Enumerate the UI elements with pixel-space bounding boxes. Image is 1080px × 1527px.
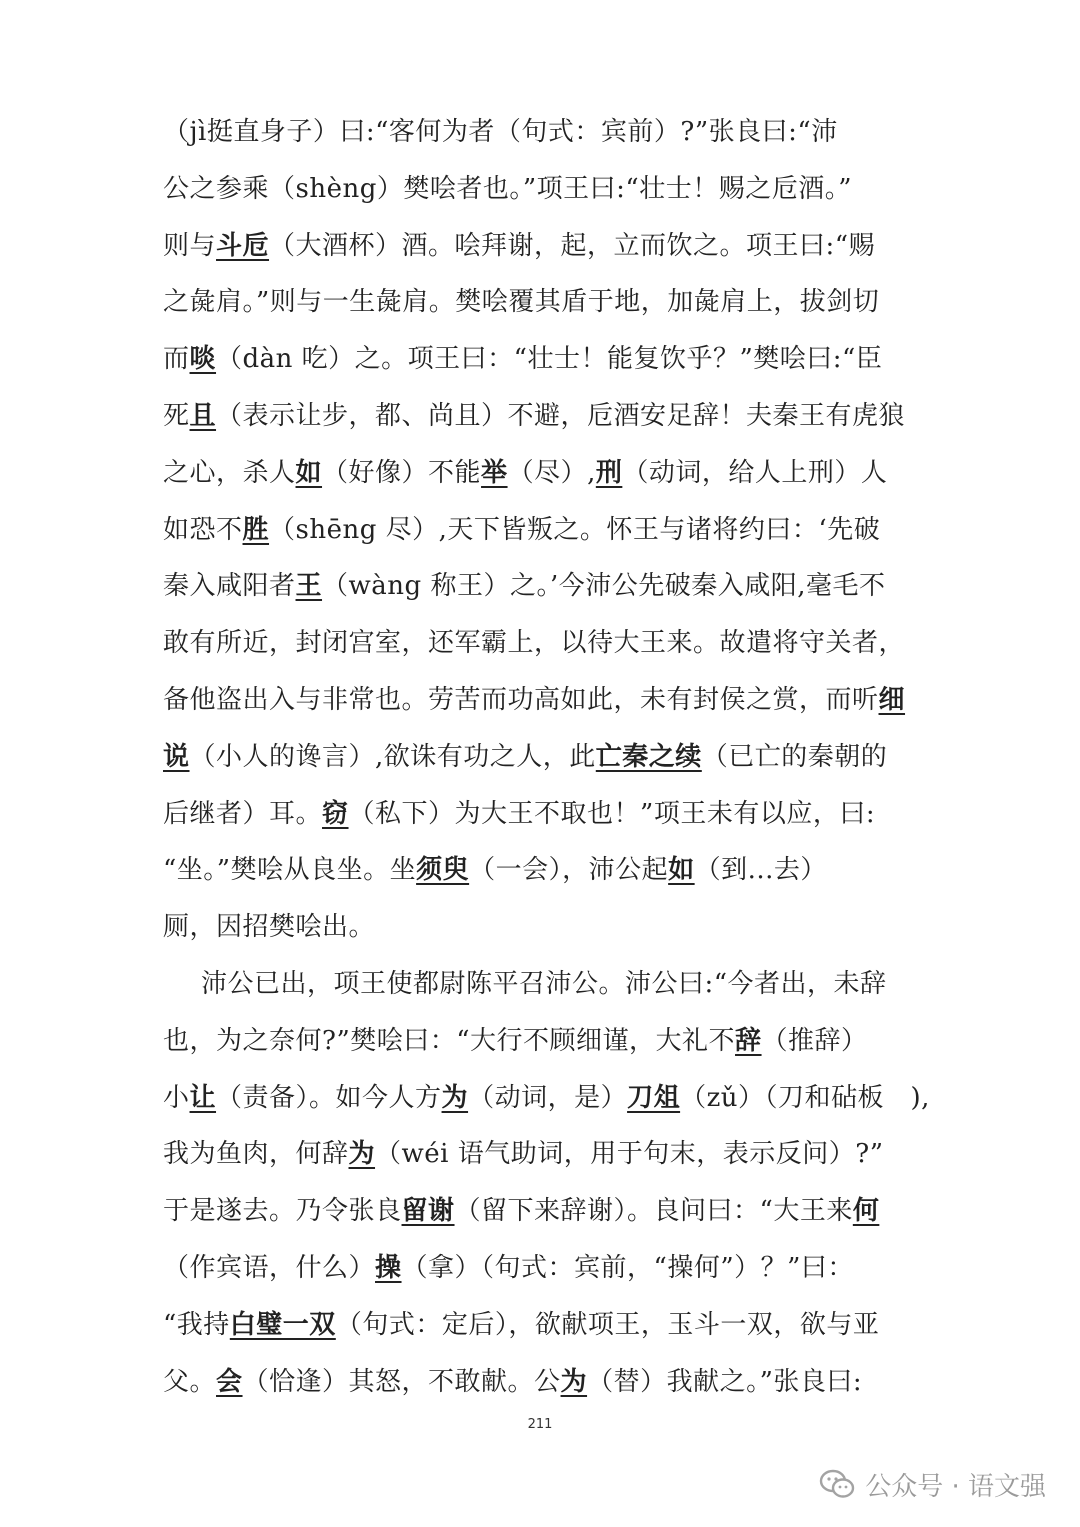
text-segment: （shēng 尽）,天下皆叛之。怀王与诸将约曰：‘先破 bbox=[269, 514, 881, 545]
page-number: 211 bbox=[527, 1417, 553, 1432]
text-line bbox=[163, 218, 923, 275]
text-segment: （小人的谗言）,欲诛有功之人，此 bbox=[189, 741, 596, 772]
annotated-term: 窃 bbox=[322, 798, 349, 829]
text-line bbox=[163, 388, 923, 445]
annotated-term: 让 bbox=[189, 1082, 217, 1113]
text-segment: （作宾语，什么） bbox=[163, 1252, 376, 1283]
text-segment: （责备）。如今人方 bbox=[216, 1082, 442, 1113]
text-segment: 于是遂去。乃令张良 bbox=[163, 1196, 402, 1227]
text-segment: （推辞） bbox=[761, 1025, 868, 1056]
text-line bbox=[163, 1240, 923, 1297]
text-segment: 死 bbox=[163, 400, 190, 431]
text-segment: （尽）, bbox=[507, 457, 596, 488]
text-segment: （好像）不能 bbox=[322, 457, 482, 488]
annotated-term: 且 bbox=[189, 400, 217, 431]
text-segment: 公之参乘（shèng）樊哙者也。”项王曰:“壮士！赐之卮酒。” bbox=[163, 173, 852, 204]
text-segment: 秦入咸阳者 bbox=[163, 571, 296, 602]
text-segment: 小 bbox=[163, 1082, 190, 1113]
text-segment: （dàn 吃）之。项王曰：“壮士！能复饮乎？”樊哙曰:“臣 bbox=[216, 344, 883, 375]
annotated-term: 何 bbox=[852, 1196, 880, 1227]
text-segment: 如恐不 bbox=[163, 514, 243, 545]
text-line bbox=[163, 842, 923, 899]
text-line bbox=[163, 558, 923, 615]
text-segment: （大酒杯）酒。哙拜谢，起，立而饮之。项王曰:“赐 bbox=[269, 230, 876, 261]
text-segment: 之彘肩。”则与一生彘肩。樊哙覆其盾于地，加彘肩上，拔剑切 bbox=[163, 287, 880, 318]
text-segment: （留下来辞谢）。良问曰：“大王来 bbox=[454, 1196, 853, 1227]
annotated-term: 刀俎 bbox=[627, 1082, 681, 1113]
watermark-text: 公众号 · 语文强 bbox=[865, 1471, 1046, 1502]
text-segment: 沛公已出，项王使都尉陈平召沛公。沛公曰:“今者出，未辞 bbox=[201, 968, 887, 999]
wechat-icon bbox=[819, 1468, 855, 1500]
body-text bbox=[163, 104, 930, 1410]
watermark bbox=[819, 1462, 1046, 1506]
annotated-term: 斗卮 bbox=[216, 230, 270, 261]
annotated-term: 细 bbox=[878, 684, 906, 715]
text-segment: （wéi 语气助词，用于句末，表示反问）?” bbox=[375, 1139, 884, 1170]
text-line bbox=[163, 104, 923, 161]
annotated-term: 留谢 bbox=[401, 1196, 455, 1227]
text-segment: （到...去） bbox=[694, 855, 827, 886]
annotated-term: 须臾 bbox=[416, 855, 470, 886]
text-segment: 也，为之奈何?”樊哙曰：“大行不顾细谨，大礼不 bbox=[163, 1025, 736, 1056]
text-line bbox=[163, 502, 923, 559]
text-segment: 厕，因招樊哙出。 bbox=[163, 912, 376, 943]
text-line bbox=[163, 445, 923, 502]
text-segment: （已亡的秦朝的 bbox=[701, 741, 888, 772]
annotated-term: 如 bbox=[668, 855, 695, 886]
text-line bbox=[163, 615, 923, 672]
text-line bbox=[163, 672, 923, 729]
text-segment: （动词，是） bbox=[468, 1082, 628, 1113]
text-segment: （私下）为大王不取也！”项王未有以应，曰: bbox=[348, 798, 876, 829]
text-segment: 备他盗出入与非常也。劳苦而功高如此，未有封侯之赏，而听 bbox=[163, 684, 879, 715]
text-line bbox=[163, 161, 923, 218]
text-segment: 则与 bbox=[163, 230, 217, 261]
text-segment: （动词，给人上刑）人 bbox=[622, 457, 888, 488]
text-segment: 之心，杀人 bbox=[163, 457, 296, 488]
annotated-term: 啖 bbox=[189, 344, 217, 375]
annotated-term: 为 bbox=[441, 1082, 469, 1113]
annotated-term: 白璧一双 bbox=[229, 1309, 336, 1340]
annotated-term: 操 bbox=[375, 1252, 402, 1283]
annotated-term: 说 bbox=[163, 741, 190, 772]
text-segment: （恰逢）其怒，不敢献。公 bbox=[242, 1366, 561, 1397]
text-line bbox=[163, 331, 923, 388]
annotated-term: 如 bbox=[295, 457, 323, 488]
text-segment: （wàng 称王）之。’今沛公先破秦入咸阳,毫毛不 bbox=[322, 571, 886, 602]
text-segment: （zǔ）（刀和砧板 ), bbox=[680, 1082, 930, 1113]
annotated-term: 举 bbox=[481, 457, 508, 488]
text-segment: 敢有所近，封闭宫室，还军霸上，以待大王来。故遣将守关者， bbox=[163, 628, 906, 659]
text-line bbox=[163, 1070, 930, 1127]
text-line bbox=[163, 1297, 923, 1354]
annotated-term: 王 bbox=[295, 571, 323, 602]
annotated-term: 亡秦之续 bbox=[595, 741, 702, 772]
text-segment: 父。 bbox=[163, 1366, 217, 1397]
text-line bbox=[163, 1013, 923, 1070]
text-line bbox=[163, 1126, 923, 1183]
annotated-term: 刑 bbox=[595, 457, 623, 488]
text-segment: “坐。”樊哙从良坐。坐 bbox=[163, 855, 417, 886]
annotated-term: 会 bbox=[216, 1366, 243, 1397]
text-segment: 后继者）耳。 bbox=[163, 798, 323, 829]
text-segment: “我持 bbox=[163, 1309, 230, 1340]
text-line bbox=[163, 786, 923, 843]
text-segment: （替）我献之。”张良曰: bbox=[587, 1366, 863, 1397]
text-segment: （表示让步，都、尚且）不避，卮酒安足辞！夫秦王有虎狼 bbox=[216, 400, 906, 431]
text-line bbox=[163, 899, 923, 956]
annotated-term: 辞 bbox=[735, 1025, 762, 1056]
text-segment: 我为鱼肉，何辞 bbox=[163, 1139, 349, 1170]
text-line bbox=[163, 274, 923, 331]
text-segment: （拿）（句式：宾前，“操何”）？”曰： bbox=[401, 1252, 854, 1283]
text-segment: （一会），沛公起 bbox=[469, 855, 669, 886]
annotated-term: 为 bbox=[348, 1139, 376, 1170]
text-line bbox=[163, 1354, 923, 1411]
text-line bbox=[163, 1183, 923, 1240]
text-segment: （句式：定后），欲献项王，玉斗一双，欲与亚 bbox=[335, 1309, 880, 1340]
annotated-term: 胜 bbox=[242, 514, 270, 545]
annotated-term: 为 bbox=[560, 1366, 588, 1397]
text-line bbox=[163, 956, 923, 1013]
text-segment: （jì挺直身子）曰:“客何为者（句式：宾前）?”张良曰:“沛 bbox=[163, 117, 838, 147]
text-segment: 而 bbox=[163, 344, 190, 375]
text-line bbox=[163, 729, 923, 786]
